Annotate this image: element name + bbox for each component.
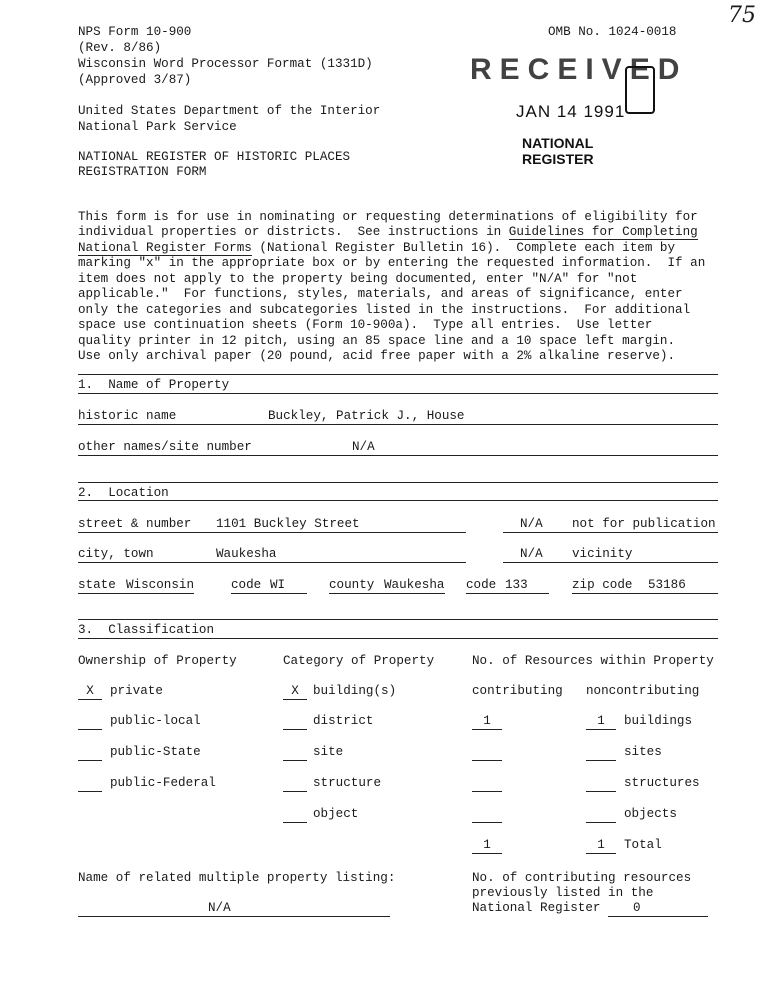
not-for-publication-value[interactable]: N/A: [520, 517, 543, 531]
category-label: site: [313, 745, 344, 759]
resource-label: sites: [624, 745, 662, 759]
field-underline: [586, 853, 616, 854]
handwritten-page-number: 75: [728, 3, 756, 28]
instructions-paragraph: [78, 194, 728, 365]
contributing-count[interactable]: 1: [483, 714, 491, 728]
vicinity-label: vicinity: [572, 547, 633, 561]
field-underline: [231, 593, 307, 594]
checkbox-line[interactable]: [78, 729, 102, 730]
field-underline: [78, 593, 194, 594]
category-label: structure: [313, 776, 382, 790]
vicinity-value[interactable]: N/A: [520, 547, 543, 561]
service: National Park Service: [78, 120, 237, 134]
field-underline: [78, 455, 718, 456]
checkbox-line: [283, 699, 307, 700]
category-checkbox[interactable]: X: [291, 684, 299, 698]
resource-label: structures: [624, 776, 700, 790]
resource-label: objects: [624, 807, 677, 821]
instructions-line: space use continuation sheets (Form 10-900a). Type all entries. Use letter: [78, 318, 653, 332]
field-underline[interactable]: [472, 791, 502, 792]
field-underline: [78, 916, 390, 917]
instructions-line: applicable." For functions, styles, materials, and areas of significance, enter: [78, 287, 683, 301]
field-underline: [78, 532, 466, 533]
section-divider: [78, 374, 718, 375]
checkbox-line[interactable]: [283, 822, 307, 823]
section-divider: [78, 500, 718, 501]
category-label: object: [313, 807, 359, 821]
stamp-border: [625, 66, 655, 114]
category-label: building(s): [313, 684, 397, 698]
code-value[interactable]: WI: [270, 578, 286, 592]
stamp-date: JAN 14 1991: [516, 102, 626, 121]
section-divider: [78, 619, 718, 620]
approved-date: (Approved 3/87): [78, 73, 192, 87]
street-label: street & number: [78, 517, 192, 531]
field-underline[interactable]: [586, 822, 616, 823]
not-for-publication-label: not for publication: [572, 517, 716, 531]
field-underline: [329, 593, 445, 594]
checkbox-line[interactable]: [78, 791, 102, 792]
instructions-line: only the categories and subcategories listed in the instructions. For additional: [78, 302, 691, 317]
section-divider: [78, 482, 718, 483]
section-2-heading: 2. Location: [78, 486, 169, 500]
field-underline[interactable]: [586, 760, 616, 761]
instructions-line: item does not apply to the property being documented, enter "N/A" for "not: [78, 271, 638, 286]
field-underline: [78, 424, 718, 425]
national-register-forms-link: National Register Forms: [78, 240, 252, 255]
stamp-national: NATIONAL: [522, 135, 594, 151]
other-names-value[interactable]: N/A: [352, 440, 375, 454]
checkbox-line[interactable]: [283, 760, 307, 761]
instructions-line: quality printer in 12 pitch, using an 85 space line and a 10 space left margin.: [78, 333, 676, 348]
field-underline[interactable]: [472, 760, 502, 761]
ownership-label: private: [110, 684, 163, 698]
guidelines-link: Guidelines for Completing: [508, 225, 698, 239]
field-underline: [586, 729, 616, 730]
historic-name-value[interactable]: Buckley, Patrick J., House: [268, 409, 465, 423]
checkbox-line[interactable]: [283, 791, 307, 792]
previously-listed-label: previously listed in the: [472, 886, 654, 900]
received-stamp: [470, 53, 688, 170]
noncontributing-total[interactable]: 1: [597, 838, 605, 852]
section-1-heading: 1. Name of Property: [78, 378, 230, 392]
historic-name-label: historic name: [78, 409, 177, 423]
form-title: NATIONAL REGISTER OF HISTORIC PLACES: [78, 150, 351, 164]
county-code-value[interactable]: 133: [505, 578, 528, 592]
section-divider: [78, 638, 718, 639]
field-underline: [78, 562, 466, 563]
field-underline: [472, 853, 502, 854]
department: United States Department of the Interior: [78, 104, 381, 118]
received-stamp-text: RECEIVED: [470, 53, 688, 86]
zip-value[interactable]: 53186: [648, 578, 686, 592]
contributing-total[interactable]: 1: [483, 838, 491, 852]
previously-listed-label: No. of contributing resources: [472, 871, 692, 885]
field-underline: [503, 562, 718, 563]
city-label: city, town: [78, 547, 154, 561]
city-value[interactable]: Waukesha: [216, 547, 277, 561]
resources-heading: No. of Resources within Property: [472, 654, 714, 668]
stamp-register: REGISTER: [522, 151, 594, 167]
ownership-heading: Ownership of Property: [78, 654, 237, 668]
state-value[interactable]: Wisconsin: [126, 578, 195, 592]
checkbox-line: [78, 699, 102, 700]
multiple-listing-label: Name of related multiple property listing:: [78, 871, 396, 885]
zip-label: zip code: [572, 578, 633, 592]
noncontributing-count[interactable]: 1: [597, 714, 605, 728]
field-underline: [466, 593, 549, 594]
other-names-label: other names/site number: [78, 440, 252, 454]
form-subtitle: REGISTRATION FORM: [78, 165, 207, 179]
multiple-listing-value[interactable]: N/A: [208, 901, 231, 915]
field-underline: [472, 729, 502, 730]
noncontributing-label: noncontributing: [586, 684, 700, 698]
field-underline: [572, 593, 718, 594]
section-divider: [78, 393, 718, 394]
instructions-line: This form is for use in nominating or requesting determinations of eligibility for: [78, 209, 698, 224]
field-underline[interactable]: [586, 791, 616, 792]
instructions-line: individual properties or districts. See instructions in: [78, 225, 509, 239]
ownership-label: public-State: [110, 745, 201, 759]
section-3-heading: 3. Classification: [78, 623, 215, 637]
instructions-line: (National Register Bulletin 16). Complete each item by: [251, 240, 676, 255]
ownership-label: public-local: [110, 714, 201, 728]
category-heading: Category of Property: [283, 654, 435, 668]
checkbox-line[interactable]: [78, 760, 102, 761]
field-underline: [503, 532, 718, 533]
processor-format: Wisconsin Word Processor Format (1331D): [78, 57, 373, 71]
state-label: state: [78, 578, 116, 592]
code-label: code: [231, 578, 262, 592]
county-label: county: [329, 578, 375, 592]
field-underline: [608, 916, 708, 917]
field-underline[interactable]: [472, 822, 502, 823]
county-value[interactable]: Waukesha: [384, 578, 445, 592]
form-number: NPS Form 10-900: [78, 25, 192, 39]
form-revision: (Rev. 8/86): [78, 41, 162, 55]
previously-listed-value[interactable]: 0: [633, 901, 641, 915]
omb-number: OMB No. 1024-0018: [548, 25, 677, 39]
contributing-label: contributing: [472, 684, 563, 698]
instructions-line: marking "x" in the appropriate box or by entering the requested information. If an: [78, 256, 706, 270]
resource-label: Total: [624, 838, 662, 852]
street-value[interactable]: 1101 Buckley Street: [216, 517, 360, 531]
checkbox-line[interactable]: [283, 729, 307, 730]
resource-label: buildings: [624, 714, 693, 728]
instructions-line: Use only archival paper (20 pound, acid free paper with a 2% alkaline reserve).: [78, 349, 676, 363]
county-code-label: code: [466, 578, 497, 592]
ownership-checkbox[interactable]: X: [86, 684, 94, 698]
ownership-label: public-Federal: [110, 776, 216, 790]
category-label: district: [313, 714, 374, 728]
previously-listed-label: National Register: [472, 901, 601, 915]
